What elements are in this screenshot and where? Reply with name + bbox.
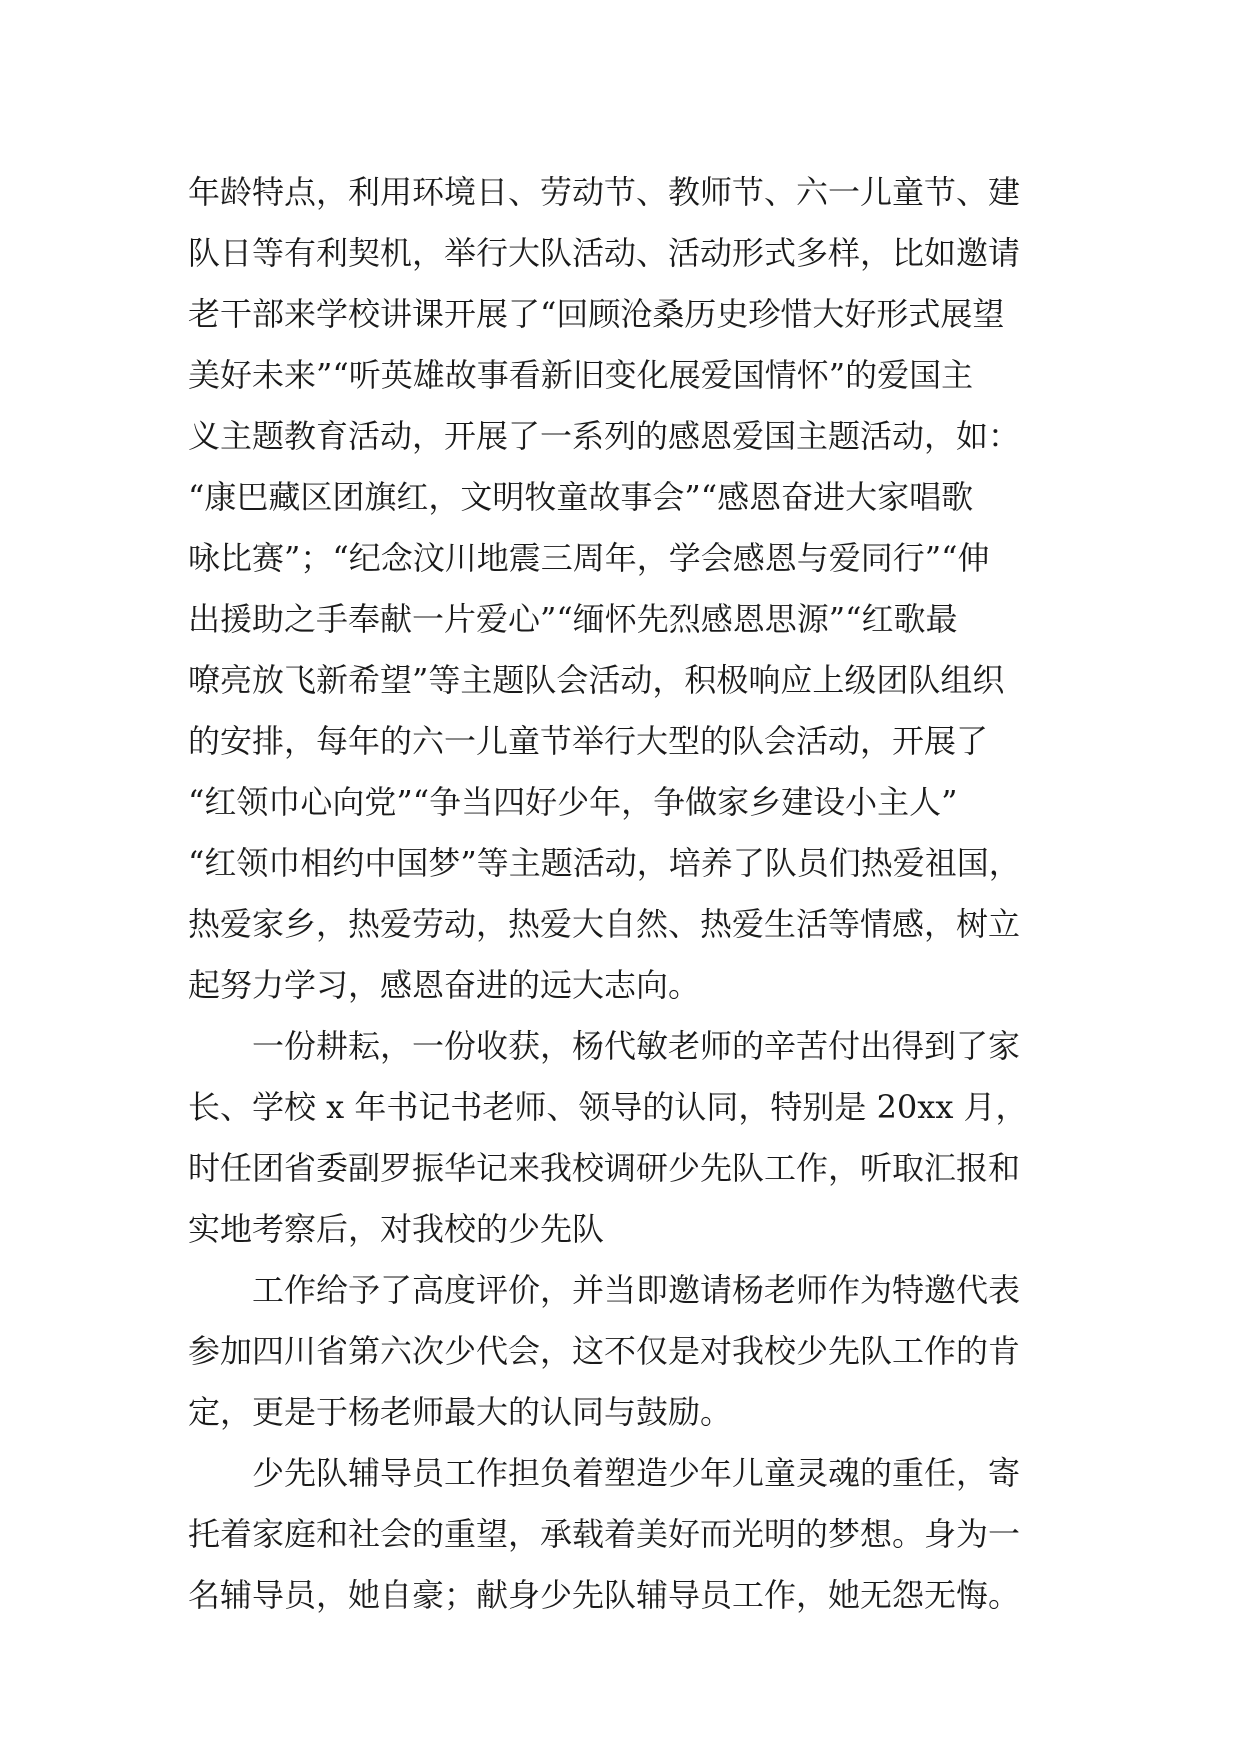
text-line: 义主题教育活动，开展了一系列的感恩爱国主题活动，如： [188,417,1021,455]
text-line: 老干部来学校讲课开展了“回顾沧桑历史珍惜大好形式展望 [188,295,1005,333]
text-line: 定，更是于杨老师最大的认同与鼓励。 [188,1393,733,1431]
document-body [188,162,1068,1626]
text-line: 起努力学习，感恩奋进的远大志向。 [188,966,701,1004]
text-line: 嘹亮放飞新希望”等主题队会活动，积极响应上级团队组织 [188,661,1005,699]
text-line: 出援助之手奉献一片爱心”“缅怀先烈感恩思源”“红歌最 [188,600,958,638]
text-line: 热爱家乡，热爱劳动，热爱大自然、热爱生活等情感，树立 [188,905,1021,943]
text-line: 队日等有利契机，举行大队活动、活动形式多样，比如邀请 [188,234,1021,272]
text-line: 托着家庭和社会的重望，承载着美好而光明的梦想。身为一 [188,1515,1021,1553]
text-line: “康巴藏区团旗红，文明牧童故事会”“感恩奋进大家唱歌 [188,478,974,516]
text-line: 实地考察后，对我校的少先队 [188,1210,605,1248]
text-line: 工作给予了高度评价，并当即邀请杨老师作为特邀代表 [188,1271,1021,1309]
text-line: “红领巾相约中国梦”等主题活动，培养了队员们热爱祖国， [188,844,1021,882]
text-line: 一份耕耘，一份收获，杨代敏老师的辛苦付出得到了家 [188,1027,1021,1065]
text-line: 名辅导员，她自豪；献身少先队辅导员工作，她无怨无悔。 [188,1576,1021,1614]
text-line: 年龄特点，利用环境日、劳动节、教师节、六一儿童节、建 [188,173,1021,211]
text-line: 少先队辅导员工作担负着塑造少年儿童灵魂的重任，寄 [188,1454,1021,1492]
text-line: 时任团省委副罗振华记来我校调研少先队工作，听取汇报和 [188,1149,1021,1187]
text-line: 美好未来”“听英雄故事看新旧变化展爱国情怀”的爱国主 [188,356,974,394]
text-line: 长、学校 x 年书记书老师、领导的认同，特别是 20xx 月， [188,1088,1028,1126]
text-line: 咏比赛”；“纪念汶川地震三周年，学会感恩与爱同行”“伸 [188,539,990,577]
text-line: 的安排，每年的六一儿童节举行大型的队会活动，开展了 [188,722,989,760]
text-line: 参加四川省第六次少代会，这不仅是对我校少先队工作的肯 [188,1332,1021,1370]
text-line: “红领巾心向党”“争当四好少年，争做家乡建设小主人” [188,783,958,821]
